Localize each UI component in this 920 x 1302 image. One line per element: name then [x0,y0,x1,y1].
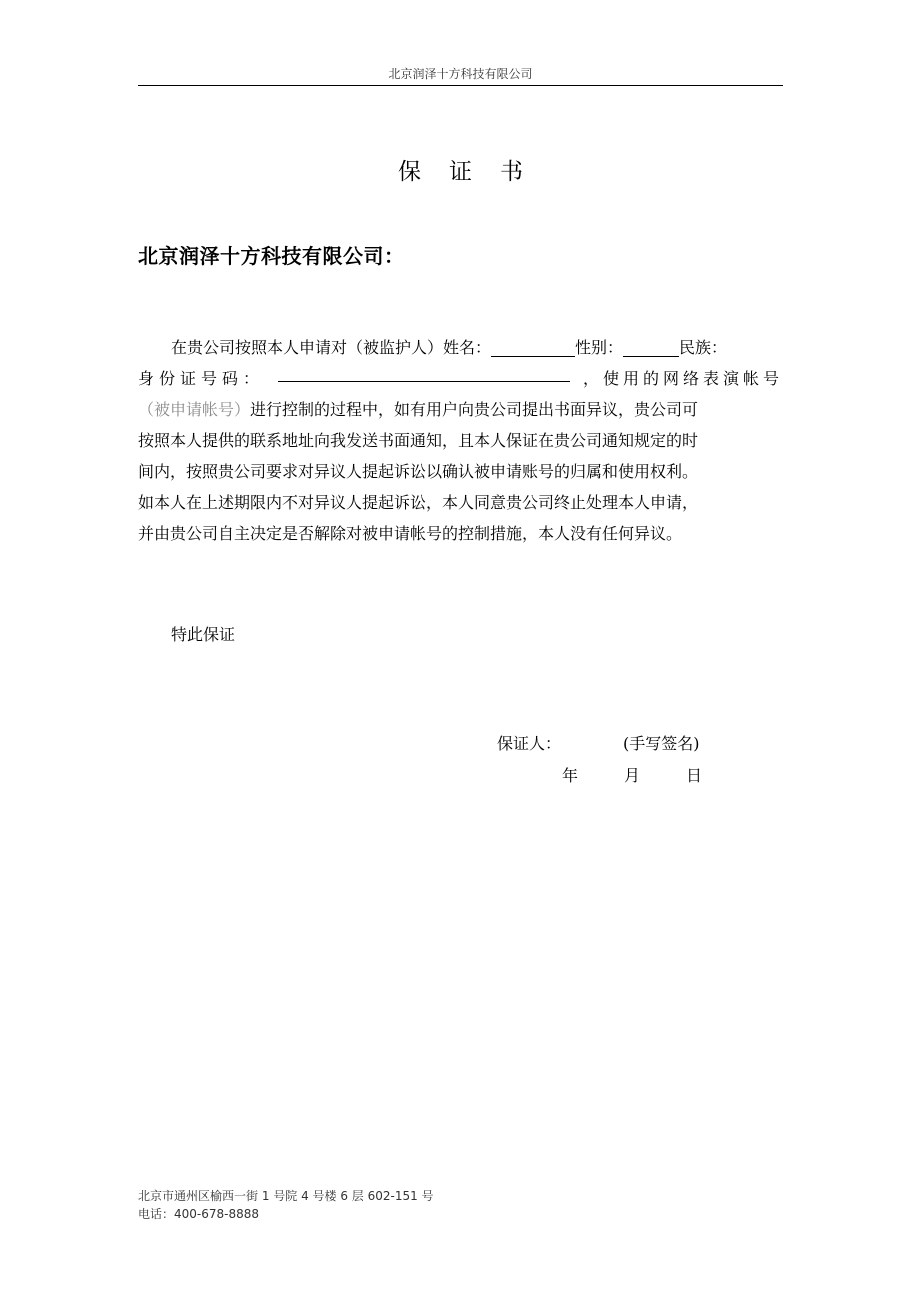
document-title: 保证书 [398,159,551,185]
body-line-7: 并由贵公司自主决定是否解除对被申请帐号的控制措施，本人没有任何异议。 [138,524,683,543]
guarantor-label: 保证人： [497,734,562,753]
account-label: ，使用的网络表演帐号 [582,369,783,388]
header-divider [138,85,783,86]
applied-account-hint: （被申请帐号） [138,400,251,419]
month-label: 月 [624,766,641,785]
body-line-1 [138,332,783,363]
body-line-2 [138,363,783,394]
body-line-1-text: 在贵公司按照本人申请对（被监护人）姓名： [171,338,492,357]
body-paragraph [138,332,783,549]
addressee: 北京润泽十方科技有限公司： [138,244,405,268]
signature-block [497,729,702,793]
footer [138,1187,434,1223]
body-line-4: 按照本人提供的联系地址向我发送书面通知，且本人保证在贵公司通知规定的时 [138,431,699,450]
closing-statement: 特此保证 [171,625,236,644]
ethnicity-label: 民族： [679,338,728,357]
footer-phone: 电话：400-678-8888 [138,1207,260,1221]
name-blank-field[interactable] [491,338,575,357]
body-line-6: 如本人在上述期限内不对异议人提起诉讼，本人同意贵公司终止处理本人申请， [138,493,699,512]
guarantor-row [497,729,702,761]
date-row [497,761,702,793]
year-label: 年 [562,766,579,785]
day-label: 日 [686,766,703,785]
body-line-3 [138,394,783,425]
footer-address: 北京市通州区榆西一街 1 号院 4 号楼 6 层 602-151 号 [138,1189,434,1203]
header-company-name: 北京润泽十方科技有限公司 [388,67,533,81]
body-line-3-text: 进行控制的过程中，如有用户向贵公司提出书面异议，贵公司可 [250,400,699,419]
id-number-blank-field[interactable] [278,363,570,382]
body-line-5: 间内，按照贵公司要求对异议人提起诉讼以确认被申请账号的归属和使用权利。 [138,462,699,481]
gender-blank-field[interactable] [623,338,679,357]
gender-label: 性别： [575,338,624,357]
handwritten-signature-hint: (手写签名) [623,734,700,753]
id-number-label: 身份证号码： [138,369,265,388]
